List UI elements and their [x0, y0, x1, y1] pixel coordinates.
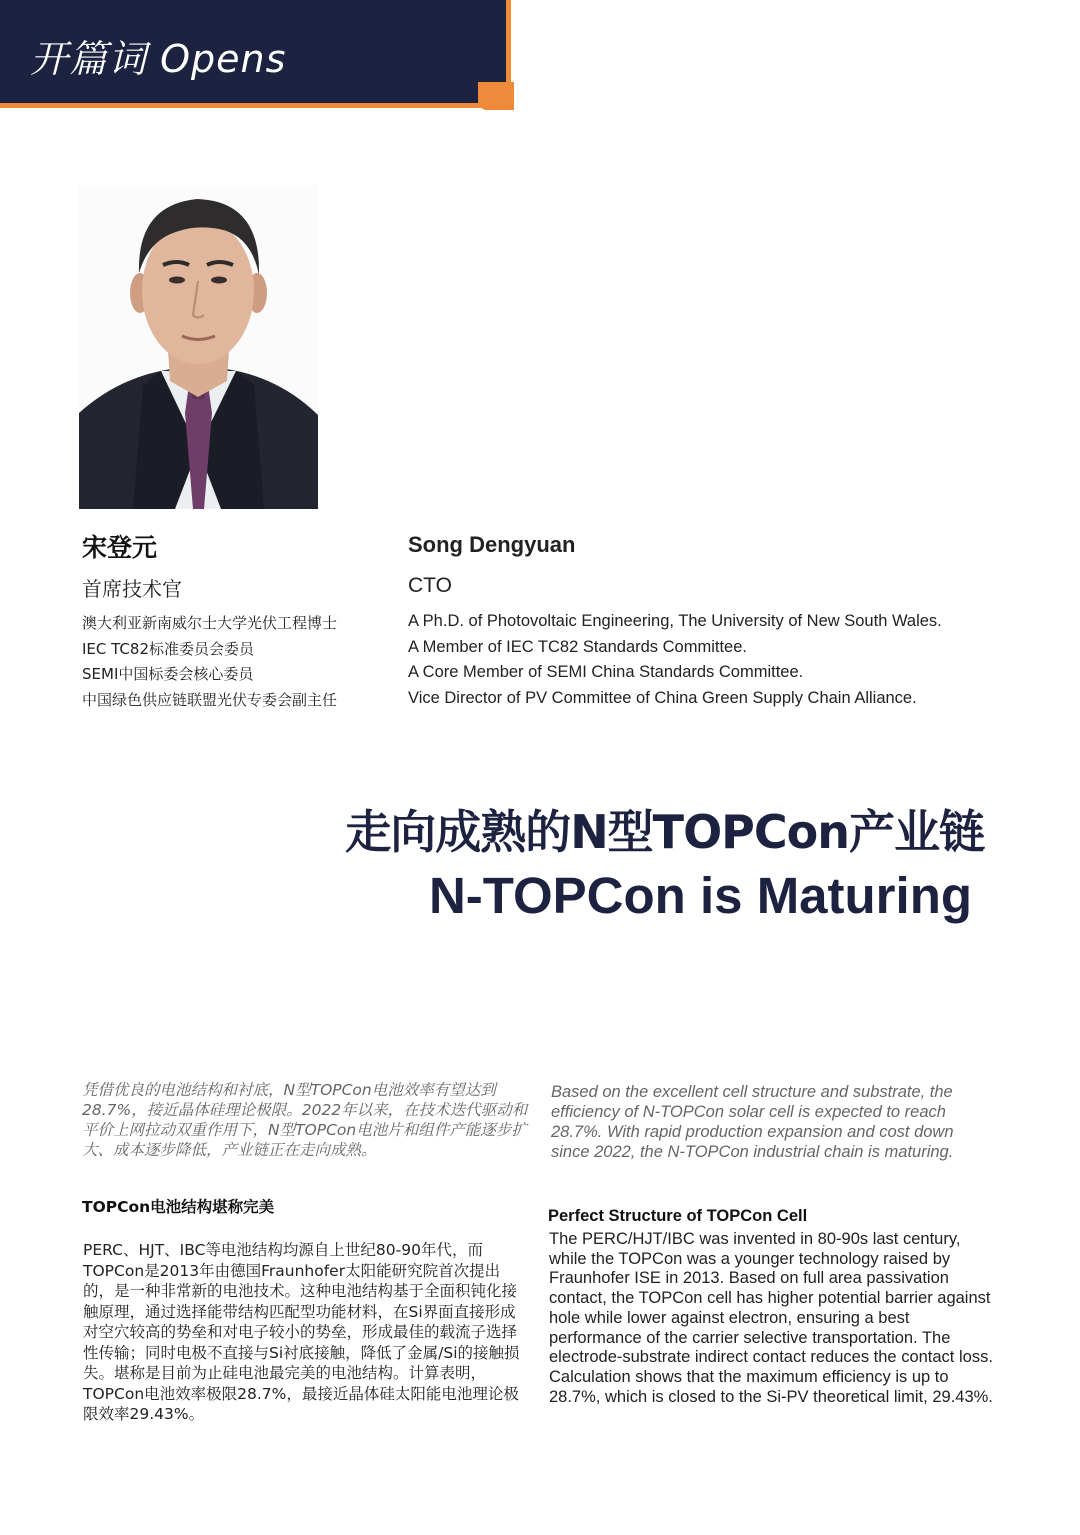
- header-accent-corner: [478, 82, 514, 110]
- bio-line-cn: IEC TC82标准委员会委员: [82, 639, 254, 658]
- body-paragraph-en: The PERC/HJT/IBC was invented in 80-90s last century, while the TOPCon was a younger technology raised by Fraunhofer ISE in 2013. Based on full area passivation contact, the TOPCon cell has higher potential barrier against hole while lower against electron, ensuring a best performance of the carrier selective transportation. The electrode-substrate indirect contact reduces the contact loss. Calculation shows that the maximum efficiency is up to 28.7%, which is closed to the Si-PV theoretical limit, 29.43%.: [549, 1230, 993, 1406]
- header-accent-bottom: [0, 103, 514, 108]
- section-heading-cn: TOPCon电池结构堪称完美: [82, 1198, 275, 1216]
- person-name-cn: 宋登元: [82, 533, 158, 562]
- bio-line-en: Vice Director of PV Committee of China Green Supply Chain Alliance.: [408, 688, 917, 707]
- person-role-cn: 首席技术官: [82, 577, 182, 601]
- bio-line-cn: 中国绿色供应链联盟光伏专委会副主任: [82, 690, 338, 709]
- person-bio-cn: [82, 611, 337, 713]
- person-bio-en: [408, 609, 942, 711]
- header-title: 开篇词 Opens: [30, 37, 287, 81]
- bio-line-en: A Core Member of SEMI China Standards Committee.: [408, 663, 804, 681]
- portrait-photo: [79, 185, 318, 509]
- bio-line-cn: SEMI中国标委会核心委员: [82, 665, 254, 683]
- section-heading-en: Perfect Structure of TOPCon Cell: [548, 1207, 808, 1225]
- body-paragraph-cn: PERC、HJT、IBC等电池结构均源自上世纪80-90年代，而TOPCon是2013年由德国Fraunhofer太阳能研究院首次提出的，是一种非常新的电池技术。这种电池结构基于全面积钝化接触原理，通过选择能带结构匹配型功能材料，在Si界面直接形成对空穴较高的势垒和对电子较小的势垒，形成最佳的载流子选择性传输；同时电极不直接与Si衬底接触，降低了金属/Si的接触损失。堪称是目前为止硅电池最完美的电池结构。计算表明，TOPCon电池效率极限28.7%，最接近晶体硅太阳能电池理论极限效率29.43%。: [83, 1241, 520, 1423]
- bio-line-en: A Ph.D. of Photovoltaic Engineering, The University of New South Wales.: [408, 612, 942, 630]
- article-title-en: N-TOPCon is Maturing: [428, 867, 972, 924]
- bio-line-en: A Member of IEC TC82 Standards Committee.: [408, 637, 747, 656]
- person-name-en: Song Dengyuan: [408, 532, 576, 557]
- bio-line-cn: 澳大利亚新南威尔士大学光伏工程博士: [82, 614, 338, 632]
- header-accent-right: [506, 0, 511, 84]
- article-title-cn: 走向成熟的N型TOPCon产业链: [345, 805, 984, 859]
- lead-paragraph-en: Based on the excellent cell structure and substrate, the efficiency of N-TOPCon solar cell is expected to reach 28.7%. With rapid production expansion and cost down since 2022, the N-TOPCon industrial chain is maturing.: [551, 1083, 954, 1161]
- lead-paragraph-cn: 凭借优良的电池结构和衬底，N型TOPCon电池效率有望达到28.7%，接近晶体硅理论极限。2022年以来，在技术迭代驱动和平价上网拉动双重作用下，N型TOPCon电池片和组件产能逐步扩大、成本逐步降低，产业链正在走向成熟。: [82, 1081, 528, 1159]
- person-role-en: CTO: [408, 574, 452, 597]
